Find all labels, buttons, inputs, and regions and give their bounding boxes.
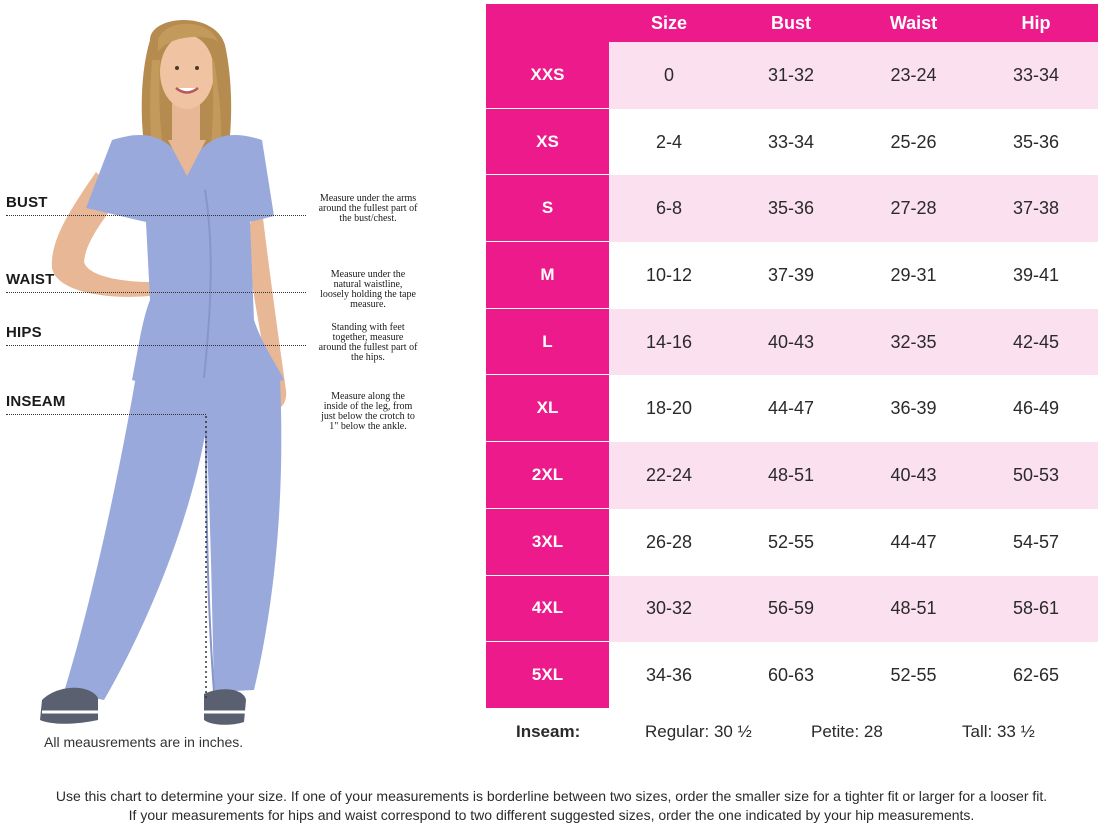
- bust-note: Measure under the arms around the fullest part of the bust/chest.: [318, 193, 418, 224]
- size-label-cell: S: [486, 175, 609, 242]
- row-values: [609, 509, 1098, 576]
- waist-cell: 23-24: [890, 64, 937, 85]
- header-waist: Waist: [889, 13, 938, 33]
- row-values: [609, 42, 1098, 109]
- bust-line: [6, 215, 306, 216]
- hip-cell: 37-38: [1012, 198, 1060, 219]
- woman-in-scrubs-illustration: [0, 0, 480, 760]
- size-cell: 10-12: [645, 264, 693, 285]
- row-values: [609, 242, 1098, 309]
- table-row: [486, 375, 1098, 442]
- waist-label: WAIST: [6, 271, 55, 288]
- size-cell: 2-4: [655, 131, 682, 152]
- inseam-tall: Tall: 33 ½: [962, 722, 1035, 741]
- size-label-cell: XL: [486, 375, 609, 442]
- waist-cell: 27-28: [890, 198, 937, 219]
- table-body: [486, 42, 1098, 709]
- hips-line: [6, 345, 306, 346]
- size-label-cell: L: [486, 309, 609, 376]
- size-cell: 6-8: [655, 198, 682, 219]
- hips-label: HIPS: [6, 324, 42, 341]
- figure-caption: All meausrements are in inches.: [44, 734, 244, 750]
- waist-cell: 40-43: [890, 464, 937, 485]
- size-cell: 26-28: [645, 531, 693, 552]
- bust-cell: 60-63: [767, 665, 815, 686]
- waist-cell: 52-55: [890, 665, 937, 686]
- hip-cell: 46-49: [1012, 398, 1060, 419]
- bust-cell: 37-39: [767, 264, 815, 285]
- size-label-cell: 5XL: [486, 642, 609, 709]
- hip-cell: 42-45: [1012, 331, 1060, 352]
- row-values: [609, 375, 1098, 442]
- size-cell: 30-32: [645, 598, 693, 619]
- header-hip: Hip: [1021, 13, 1051, 33]
- waist-line: [6, 292, 306, 293]
- header-bust: Bust: [771, 13, 811, 33]
- table-row: [486, 442, 1098, 509]
- waist-cell: 48-51: [890, 598, 937, 619]
- table-row: [486, 175, 1098, 242]
- row-values: [609, 309, 1098, 376]
- hip-cell: 58-61: [1012, 598, 1060, 619]
- size-cell: 14-16: [645, 331, 693, 352]
- row-values: [609, 109, 1098, 176]
- size-label-cell: 3XL: [486, 509, 609, 576]
- bust-cell: 35-36: [767, 198, 815, 219]
- bust-cell: 31-32: [767, 64, 815, 85]
- hip-cell: 35-36: [1012, 131, 1060, 152]
- bust-cell: 48-51: [767, 464, 815, 485]
- table-row: [486, 309, 1098, 376]
- inseam-row: [486, 722, 1098, 746]
- inseam-title: Inseam:: [516, 722, 581, 741]
- inseam-line: [6, 414, 206, 415]
- size-label-cell: XS: [486, 109, 609, 176]
- size-cell: 18-20: [645, 398, 693, 419]
- inseam-note: Measure along the inside of the leg, from just below the crotch to 1" below the ankle.: [321, 391, 415, 432]
- hip-cell: 54-57: [1012, 531, 1060, 552]
- size-cell: 0: [663, 64, 674, 85]
- inseam-regular: Regular: 30 ½: [645, 722, 752, 741]
- row-values: [609, 642, 1098, 709]
- size-cell: 22-24: [645, 464, 693, 485]
- bust-cell: 44-47: [767, 398, 815, 419]
- row-values: [609, 442, 1098, 509]
- bust-cell: 40-43: [767, 331, 815, 352]
- size-cell: 34-36: [645, 665, 693, 686]
- waist-cell: 29-31: [890, 264, 937, 285]
- inseam-label: INSEAM: [6, 393, 66, 410]
- inseam-petite: Petite: 28: [811, 722, 883, 741]
- hip-cell: 62-65: [1012, 665, 1060, 686]
- table-row: [486, 576, 1098, 643]
- hip-cell: 33-34: [1012, 64, 1060, 85]
- bust-cell: 33-34: [767, 131, 815, 152]
- size-label-cell: 4XL: [486, 576, 609, 643]
- size-label-cell: XXS: [486, 42, 609, 109]
- table-row: [486, 109, 1098, 176]
- header-corner: [486, 4, 609, 42]
- bust-cell: 56-59: [767, 598, 815, 619]
- table-row: [486, 242, 1098, 309]
- bust-label: BUST: [6, 194, 48, 211]
- table-header-row: [486, 4, 1098, 42]
- model-figure: [0, 0, 480, 760]
- hip-cell: 50-53: [1012, 464, 1060, 485]
- table-row: [486, 509, 1098, 576]
- footer-note-line2: If your measurements for hips and waist correspond to two different suggested sizes, order the one indicated by your hip measurements.: [128, 807, 975, 823]
- header-size: Size: [650, 13, 688, 33]
- waist-cell: 32-35: [890, 331, 937, 352]
- table-row: [486, 642, 1098, 709]
- waist-cell: 36-39: [890, 398, 937, 419]
- bust-cell: 52-55: [767, 531, 815, 552]
- waist-cell: 25-26: [890, 131, 937, 152]
- hips-note: Standing with feet together, measure around the fullest part of the hips.: [318, 322, 418, 363]
- hip-cell: 39-41: [1012, 264, 1060, 285]
- size-label-cell: 2XL: [486, 442, 609, 509]
- footer-note-line1: Use this chart to determine your size. If one of your measurements is borderline between two sizes, order the smaller size for a tighter fit or larger for a looser fit.: [55, 788, 1048, 804]
- row-values: [609, 576, 1098, 643]
- waist-note: Measure under the natural waistline, loosely holding the tape measure.: [320, 269, 416, 310]
- table-row: [486, 42, 1098, 109]
- size-label-cell: M: [486, 242, 609, 309]
- row-values: [609, 175, 1098, 242]
- waist-cell: 44-47: [890, 531, 937, 552]
- size-chart-table: [486, 4, 1098, 709]
